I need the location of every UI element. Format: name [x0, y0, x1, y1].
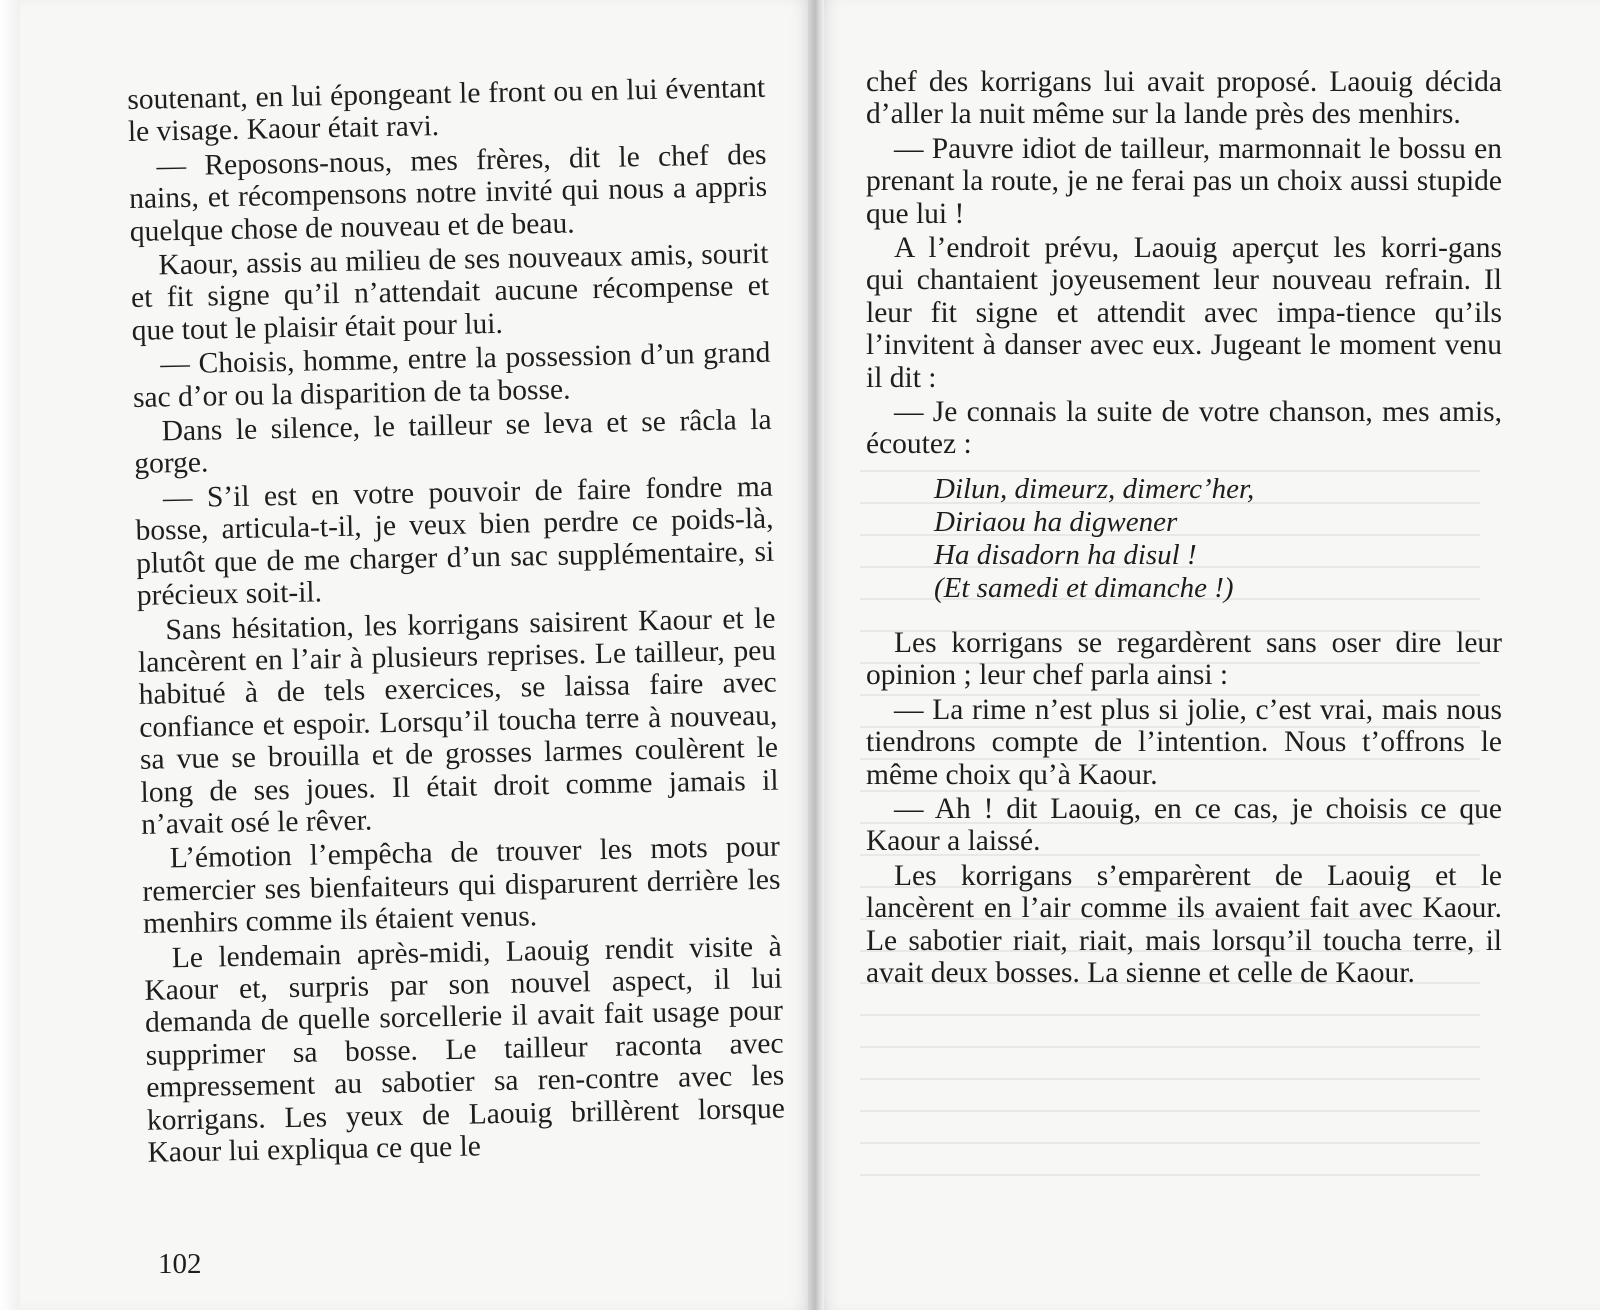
- paragraph: — Je connais la suite de votre chanson, mes amis, écoutez :: [866, 396, 1502, 461]
- paragraph: — Pauvre idiot de tailleur, marmonnait le bossu en prenant la route, je ne ferai pas un choix aussi stupide que lui !: [866, 132, 1502, 230]
- verse-line: Dilun, dimeurz, dimerc’her,: [934, 472, 1255, 505]
- paragraph: Les korrigans se regardèrent sans oser dire leur opinion ; leur chef parla ainsi :: [866, 626, 1502, 692]
- right-page-text: [866, 66, 1502, 991]
- paragraph: chef des korrigans lui avait proposé. Laouig décida d’aller la nuit même sur la lande près des menhirs.: [866, 66, 1502, 131]
- paragraph: Le lendemain après-midi, Laouig rendit visite à Kaour et, surpris par son nouvel aspect, il lui demanda de quelle sorcellerie il avait fait usage pour supprimer sa bosse. Le tailleur raconta avec empressement au sabotier sa ren-contre avec les korrigans. Les yeux de Laouig brillèrent lorsque Kaour lui expliqua ce que le: [144, 930, 786, 1169]
- page-number: 102: [158, 1248, 202, 1280]
- verse-line: Ha disadorn ha disul !: [934, 538, 1197, 571]
- paragraph: Les korrigans s’emparèrent de Laouig et le lancèrent en l’air comme ils avaient fait avec Kaour. Le sabotier riait, riait, mais lorsqu’il toucha terre, il avait deux bosses. La sienne et celle de Kaour.: [866, 859, 1502, 989]
- paragraph: L’émotion l’empêcha de trouver les mots pour remercier ses bienfaiteurs qui disparurent derrière les menhirs comme ils étaient venus.: [142, 830, 781, 940]
- paragraph: A l’endroit prévu, Laouig aperçut les korri-gans qui chantaient joyeusement leur nouveau refrain. Il leur fit signe et attendit avec impa-tience qu’ils l’invitent à danser avec eux. Jugeant le moment venu il dit :: [866, 232, 1502, 394]
- paragraph: Sans hésitation, les korrigans saisirent Kaour et le lancèrent en l’air à plusieurs reprises. Le tailleur, peu habitué à de tels exercices, se laissa faire avec confiance et espoir. Lorsqu’il toucha terre à nouveau, sa vue se brouilla et de grosses larmes coulèrent le long de ses joues. Il était droit comme jamais il n’avait osé le rêver.: [137, 602, 779, 841]
- paragraph: Dans le silence, le tailleur se leva et se râcla la gorge.: [133, 403, 772, 481]
- verse-line: Diriaou ha digwener: [934, 505, 1178, 538]
- paragraph: — Reposons-nous, mes frères, dit le chef des nains, et récompensons notre invité qui nous a appris quelque chose de nouveau et de beau.: [128, 138, 768, 248]
- paragraph: — Choisis, homme, entre la possession d’un grand sac d’or ou la disparition de ta bosse.: [132, 336, 771, 414]
- left-page-text: [127, 72, 786, 1171]
- verse-line: (Et samedi et dimanche !): [934, 571, 1234, 604]
- paragraph: — La rime n’est plus si jolie, c’est vrai, mais nous tiendrons compte de l’intention. Nous t’offrons le même choix qu’à Kaour.: [866, 693, 1502, 791]
- paragraph: — S’il est en votre pouvoir de faire fondre ma bosse, articula-t-il, je veux bien perdre ce poids-là, plutôt que de me charger d’un sac supplémentaire, si précieux soit-il.: [135, 470, 775, 612]
- paragraph: Kaour, assis au milieu de ses nouveaux amis, sourit et fit signe qu’il n’attendait aucune récompense et que tout le plaisir était pour lui.: [130, 237, 770, 347]
- paragraph: — Ah ! dit Laouig, en ce cas, je choisis ce que Kaour a laissé.: [866, 792, 1502, 858]
- book-gutter: [808, 0, 824, 1310]
- paragraph: soutenant, en lui épongeant le front ou en lui éventant le visage. Kaour était ravi.: [127, 71, 766, 149]
- song-verse: [934, 473, 1502, 605]
- scan-edge: [0, 0, 22, 1310]
